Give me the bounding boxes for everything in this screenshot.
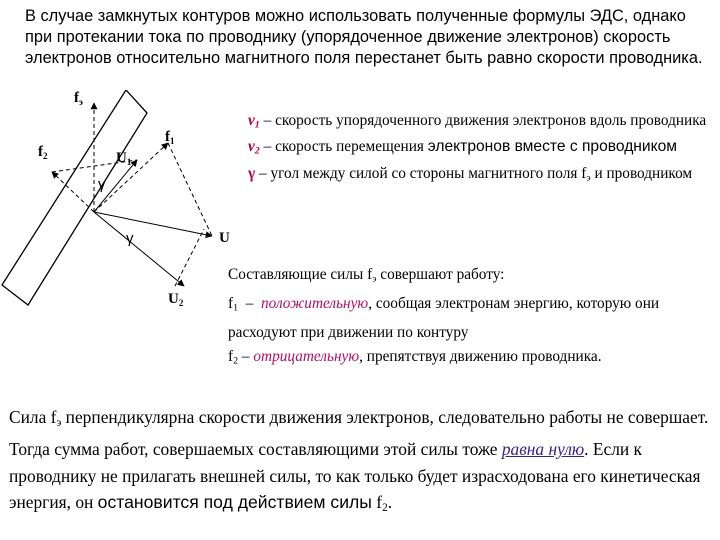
- force-diagram: [0, 90, 240, 320]
- gamma-top: γ: [98, 176, 106, 193]
- gamma-label: γ: [248, 164, 256, 182]
- label-u1: $U_1$: [116, 150, 132, 167]
- label-f1: $f_1$: [165, 129, 175, 146]
- v1-text: – скорость упорядоченного движения электронов вдоль проводника: [259, 112, 707, 129]
- v2-text-b: электронов вместе с проводником: [427, 138, 678, 156]
- guide-line-right: [168, 143, 212, 236]
- v1-label: $v_1$: [248, 112, 260, 131]
- label-f2: $f_2$: [38, 144, 48, 161]
- label-fe: $f_э$: [74, 90, 83, 107]
- equals-zero-phrase: равна нулю: [501, 439, 585, 460]
- label-u2: $U_2$: [168, 291, 184, 308]
- stops-phrase: остановится под действием силы: [97, 492, 372, 513]
- u-velocity-arrow: [94, 212, 212, 236]
- v2-text-a: – скорость перемещения: [259, 138, 428, 156]
- gamma-bottom: γ: [126, 230, 134, 247]
- intro-paragraph: В случае замкнутых контуров можно использовать полученные формулы ЭДС, однако при протекании тока по проводнику (упорядоченное движение электронов) скорость электронов относительно магнитного поля перестанет быть равно скорости проводника.: [25, 7, 703, 67]
- guide-line-top: [175, 229, 204, 286]
- conclusion-paragraph: Сила $f_э$ перпендикулярна скорости движения электронов, следовательно работы не совершает. Тогда сумма работ, совершаемых составляющими этой силы тоже равна нулю. Если к проводнику не прилагать внешней силы, то как только будет израсходована его кинетическая энергия, он остановится под действием силы $f_2$.: [9, 407, 709, 515]
- work-line1: Составляющие силы f: [228, 266, 373, 283]
- work-block: Составляющие силы $f_э$ совершают работу: $f_1$ – положительную, сообщая электронам энергию, которую они расходуют при движении по контуру $f_2$ – отрицательную, препятствуя движению проводника.: [228, 266, 660, 367]
- positive-word: положительную: [261, 294, 369, 312]
- negative-word: отрицательную: [253, 348, 360, 366]
- label-u: U: [219, 230, 230, 246]
- conductor-strip: [2, 90, 147, 305]
- gamma-text-a: – угол между силой со стороны магнитного поля f: [255, 164, 587, 182]
- definitions-block: $v_1$ – скорость упорядоченного движения электронов вдоль проводника $v_2$ – скорость перемещения электронов вместе с проводником γ – угол между силой со стороны магнитного поля $f_э$ и проводником: [248, 112, 707, 184]
- f2-label: f: [228, 348, 234, 366]
- f2-force-arrow: [52, 172, 94, 212]
- u2-velocity-arrow: [94, 212, 184, 286]
- f1-label: f: [228, 294, 234, 312]
- gamma-text-b: и проводником: [590, 164, 693, 182]
- v2-label: $v_2$: [248, 138, 260, 157]
